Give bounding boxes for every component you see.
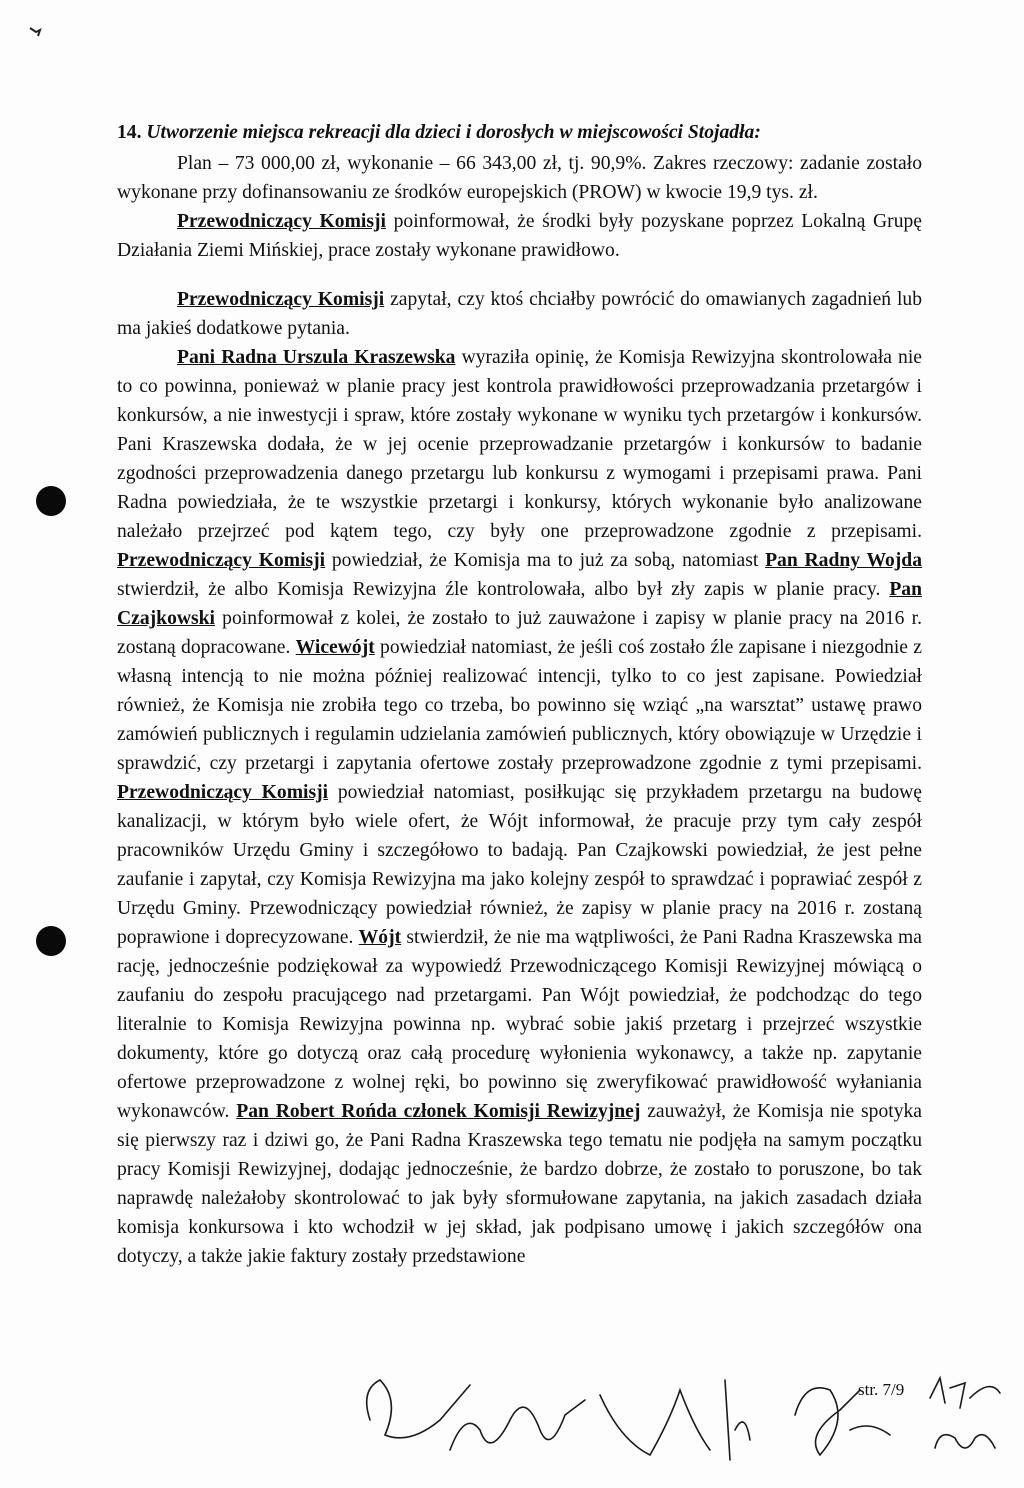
page-number: str. 7/9 <box>858 1380 905 1399</box>
speaker-chairman: Przewodniczący Komisji <box>177 289 385 310</box>
paragraph-2-text: zapytał, czy ktoś chciałby powrócić do omawianych zagadnień lub ma jakieś dodatkowe pytania. <box>117 289 922 339</box>
paragraph-3 <box>117 343 922 1271</box>
speaker-chairman: Przewodniczący Komisji <box>117 782 329 803</box>
text-segment: powiedział natomiast, posiłkując się przykładem przetargu na budowę kanalizacji, w którym było wiele ofert, że Wójt informował, że pracuje przy tym cały zespół pracowników Urzędu Gminy i szczegółowo to badają. Pan Czajkowski powiedział, że jest pełne zaufanie i zapytał, czy Komisja Rewizyjna ma jako kolejny zespół to sprawdzać i poprawiać zespół z Urzędu Gminy. Przewodniczący powiedział również, że zapisy w planie pracy na 2016 r. zostaną poprawione i doprecyzowane. <box>117 782 922 948</box>
section-title: Utworzenie miejsca rekreacji dla dzieci i dorosłych w miejscowości Stojadła: <box>146 122 761 143</box>
initials-signature <box>920 1368 1010 1478</box>
paragraph-2 <box>117 285 922 343</box>
text-segment: powiedział natomiast, że jeśli coś zostało źle zapisane i niezgodnie z własną intencją to nie można później realizować intencji, tylko to co jest zapisane. Powiedział również, że Komisja nie zrobiła tego co trzeba, bo powinno się wziąć „na warsztat” ustawę prawo zamówień publicznych i regulamin udzielania zamówień publicznych, który obowiązuje w Urzędzie i sprawdzić, czy przetargi i zapytania ofertowe zostały przeprowadzone zgodnie z tymi przepisami. <box>117 637 922 774</box>
text-segment: stwierdził, że nie ma wątpliwości, że Pani Radna Kraszewska ma rację, jednocześnie podziękował za wypowiedź Przewodniczącego Komisji Rewizyjnej mówiącą o zaufaniu do zespołu pracującego nad przetargami. Pan Wójt powiedział, że podchodząc do tego literalnie to Komisja Rewizyjna powinna np. wybrać sobie jakiś przetarg i przejrzeć wszystkie dokumenty, które go dotyczą oraz całą procedurę wyłonienia wykonawcy, a także np. zapytanie ofertowe przeprowadzone z wolnej ręki, bo powinno się zweryfikować prawidłowość wyłaniania wykonawców. <box>117 927 922 1122</box>
speaker-mayor: Wójt <box>358 927 402 948</box>
text-segment: poinformował z kolei, że zostało to już zauważone i zapisy w planie pracy na 2016 r. zostaną dopracowane. <box>117 608 922 658</box>
speaker-chairman: Przewodniczący Komisji <box>177 211 386 232</box>
scan-artifact-mark <box>28 24 48 40</box>
text-segment: powiedział, że Komisja ma to już za sobą, natomiast <box>325 550 766 571</box>
binder-hole-top <box>36 486 66 516</box>
section-heading <box>117 118 922 147</box>
handwritten-signatures <box>350 1360 1010 1480</box>
speaker-kraszewska: Pani Radna Urszula Kraszewska <box>177 347 456 368</box>
text-segment: stwierdził, że albo Komisja Rewizyjna źle kontrolowała, albo był zły zapis w planie pracy. <box>117 579 890 600</box>
text-segment: wyraziła opinię, że Komisja Rewizyjna skontrolowała nie to co powinna, ponieważ w planie pracy jest kontrola prawidłowości przeprowadzania przetargów i konkursów, a nie inwestycji i spraw, które zostały wykonane w wyniku tych przetargów i konkursów. Pani Kraszewska dodała, że w jej ocenie przeprowadzanie przetargów i konkursów to badanie zgodności przeprowadzenia danego przetargu lub konkursu z wymogami i przepisami prawa. Pani Radna powiedziała, że te wszystkie przetargi i konkursy, których wykonanie było analizowane należało przejrzeć pod kątem tego, czy były one przeprowadzone zgodnie z przepisami. <box>117 347 922 542</box>
section-number: 14. <box>117 122 142 143</box>
speaker-ronda: Pan Robert Rońda członek Komisji Rewizyjnej <box>236 1101 641 1122</box>
plan-paragraph: Plan – 73 000,00 zł, wykonanie – 66 343,00 zł, tj. 90,9%. Zakres rzeczowy: zadanie zostało wykonane przy dofinansowaniu ze środków europejskich (PROW) w kwocie 19,9 tys. zł. <box>117 153 922 203</box>
paragraph-1 <box>117 207 922 265</box>
body-text <box>117 118 922 1271</box>
speaker-czajkowski: Pan Czajkowski <box>117 579 922 629</box>
speaker-vice-mayor: Wicewójt <box>295 637 375 658</box>
paragraph-1-text: poinformował, że środki były pozyskane poprzez Lokalną Grupę Działania Ziemi Mińskiej, prace zostały wykonane prawidłowo. <box>117 211 922 261</box>
speaker-wojda: Pan Radny Wojda <box>765 550 922 571</box>
binder-hole-bottom <box>36 926 66 956</box>
speaker-chairman: Przewodniczący Komisji <box>117 550 326 571</box>
text-segment: zauważył, że Komisja nie spotyka się pierwszy raz i dziwi go, że Pani Radna Kraszewska tego tematu nie podjęła na samym początku pracy Komisji Rewizyjnej, dodając jednocześnie, że bardzo dobrze, że zostało to poruszone, bo tak naprawdę należałoby skontrolować to jak były sformułowane zapytania, na jakich zasadach działa komisja konkursowa i kto wchodził w jej skład, jak podpisano umowę i jakich szczegółów ona dotyczy, a także jakie faktury zostały przedstawione <box>117 1101 922 1267</box>
